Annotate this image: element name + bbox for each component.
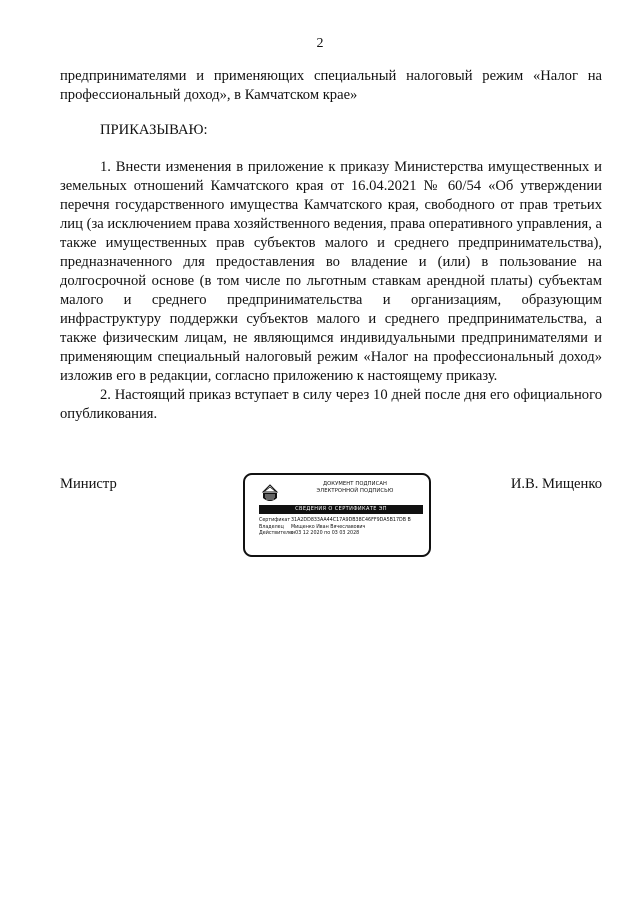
page-number: 2 [316, 36, 324, 51]
owner-value: Мищенко Иван Вячеславович [291, 524, 366, 530]
order-item-2: 2. Настоящий приказ вступает в силу через 10 дней после дня его официального опубликования. [60, 387, 602, 422]
order-item-1: 1. Внести изменения в приложение к приказу Министерства имущественных и земельных отношений Камчатского края от 16.04.2021 № 60/54 «Об утверждении перечня государственного имущества Камчатского края, свободного от прав третьих лиц (за исключением права хозяйственного ведения, права оперативного управления, а также имущественных прав субъектов малого и среднего предпринимательства), предназначенного для предоставления во владение и (или) в пользование на долгосрочной основе (в том числе по льготным ставкам арендной платы) субъектам малого и среднего предпринимательства и организациям, образующим инфраструктуру поддержки субъектов малого и среднего предпринимательства, а также физическим лицам, не являющимся индивидуальными предпринимателями и применяющим специальный налоговый режим «Налог на профессиональный доход» изложив его в редакции, согласно приложению к настоящему приказу. [60, 159, 602, 384]
intro-paragraph: предпринимателями и применяющих специальный налоговый режим «Налог на профессиональный доход», в Камчатском крае» [60, 68, 602, 103]
signatory-position: Министр [60, 476, 117, 492]
owner-label: Владелец [259, 524, 284, 530]
stamp-certificate-header: СВЕДЕНИЯ О СЕРТИФИКАТЕ ЭП [259, 505, 423, 514]
document-body [60, 67, 602, 424]
stamp-details [259, 518, 423, 538]
stamp-title-line-2: ЭЛЕКТРОННОЙ ПОДПИСЬЮ [316, 488, 394, 494]
certificate-value: 31A2DD833AA44C17A9DB38C46FF9DA5B17DB B [291, 518, 411, 523]
stamp-title-line-1: ДОКУМЕНТ ПОДПИСАН [322, 481, 388, 487]
validity-value: с 03 12 2020 по 03 03 2028 [291, 531, 360, 537]
coat-of-arms-icon [261, 482, 279, 504]
stamp-title [285, 481, 425, 495]
validity-label: Действителен [259, 531, 296, 537]
stamp-row-certificate [259, 518, 423, 525]
certificate-label: Сертификат [259, 518, 291, 523]
electronic-signature-stamp [243, 473, 431, 557]
order-heading: ПРИКАЗЫВАЮ: [100, 122, 208, 138]
stamp-row-validity [259, 531, 423, 538]
signatory-name: И.В. Мищенко [510, 476, 602, 492]
